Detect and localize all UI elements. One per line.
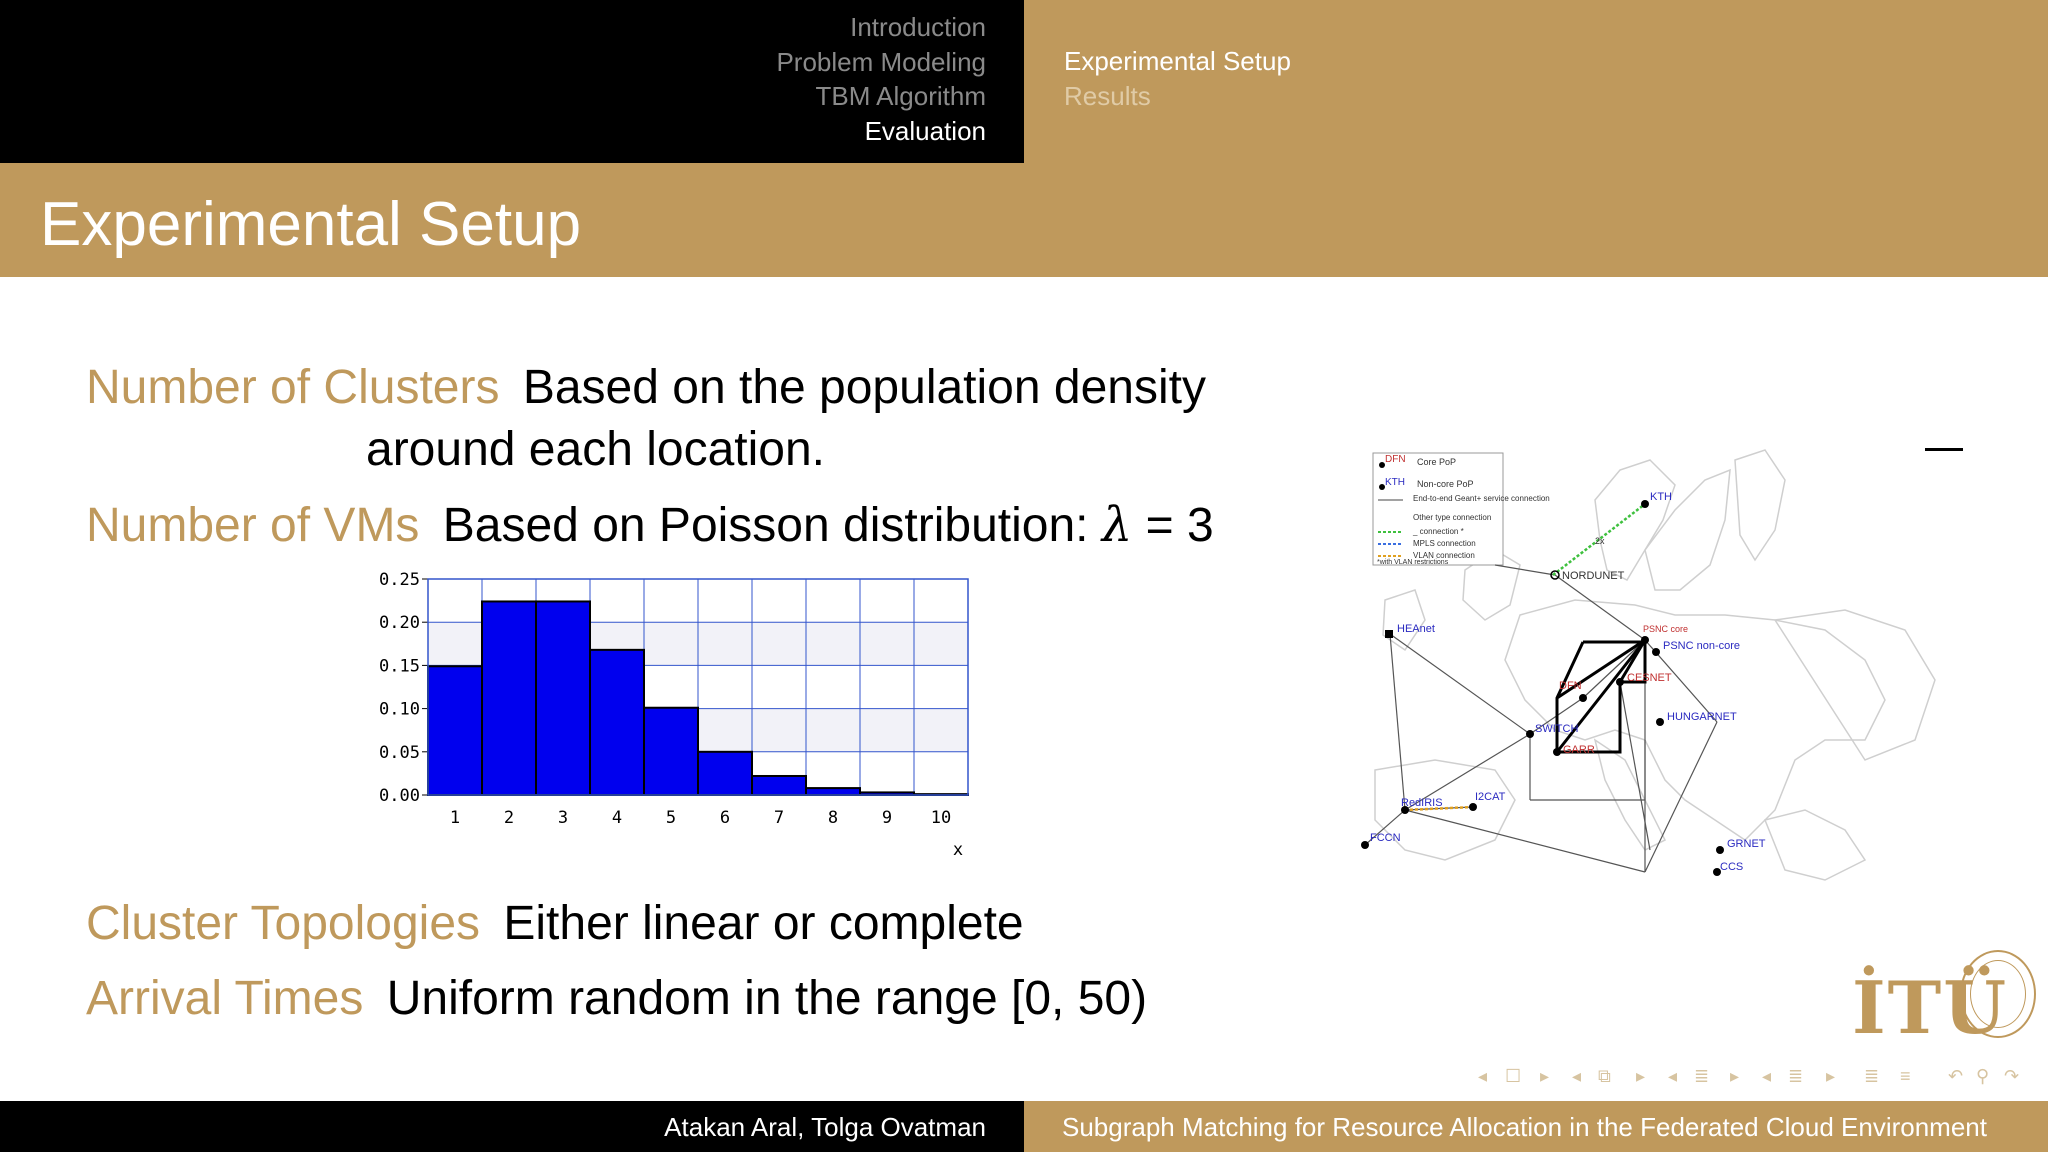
- nav-slide-forward-icon[interactable]: ▸: [1636, 1066, 1646, 1086]
- node-hungarnet: HUNGARNET: [1667, 711, 1737, 723]
- x-tick-label: 5: [665, 808, 677, 828]
- nav-frame-back-icon[interactable]: ◂: [1478, 1066, 1488, 1086]
- item-vms-label: Number of VMs: [86, 499, 420, 552]
- poisson-histogram: [370, 565, 990, 865]
- nav-section-back-icon[interactable]: ◂: [1762, 1066, 1772, 1086]
- node-grnet: GRNET: [1727, 838, 1766, 850]
- item-topologies: [86, 896, 1024, 951]
- y-tick-label: 0.05: [379, 742, 420, 763]
- y-tick-label: 0.25: [379, 570, 420, 590]
- bar: [698, 752, 752, 795]
- item-arrival-text: Uniform random in the range [0, 50): [386, 972, 1148, 1025]
- legend-core-pop: Core PoP: [1417, 457, 1457, 467]
- nav-subsection-results[interactable]: Results: [1064, 80, 1151, 111]
- item-vms: [86, 497, 1214, 553]
- x-axis-label: x: [952, 840, 964, 860]
- y-tick-label: 0.00: [379, 786, 420, 806]
- legend-connection: _ connection *: [1413, 527, 1464, 536]
- legend-vlan: VLAN connection: [1413, 551, 1475, 560]
- x-tick-label: 9: [881, 808, 893, 828]
- footer-talk-title: Subgraph Matching for Resource Allocation in the Federated Cloud Environment: [1062, 1112, 1987, 1142]
- nav-document-icon[interactable]: ≣: [1864, 1066, 1880, 1086]
- node-cesnet: CESNET: [1627, 672, 1672, 684]
- y-tick-label: 0.10: [379, 699, 420, 720]
- nav-slide-back-icon[interactable]: ◂: [1572, 1066, 1582, 1086]
- nav-frame-icon[interactable]: ☐: [1505, 1066, 1522, 1086]
- node-garr: GARR: [1563, 744, 1595, 756]
- nav-section-icon[interactable]: ≣: [1788, 1066, 1804, 1086]
- bar: [644, 708, 698, 795]
- nav-undo-icon[interactable]: ↶: [1948, 1066, 1964, 1086]
- nav-subsection-forward-icon[interactable]: ▸: [1730, 1066, 1740, 1086]
- legend-key-dfn: DFN: [1385, 454, 1406, 465]
- node-kth: KTH: [1650, 491, 1672, 503]
- legend-vlan-note: *with VLAN restrictions: [1377, 559, 1449, 566]
- y-tick-label: 0.20: [379, 613, 420, 634]
- x-tick-label: 2: [503, 808, 515, 828]
- map-links: [1365, 565, 1717, 872]
- nav-frame-forward-icon[interactable]: ▸: [1540, 1066, 1550, 1086]
- geant-network-map: [1345, 440, 1945, 910]
- legend-other: Other type connection: [1413, 513, 1492, 522]
- header-sections: [0, 0, 1024, 163]
- item-vms-text: Based on Poisson distribution:: [442, 499, 1102, 552]
- node-psnc-core: PSNC core: [1643, 624, 1689, 634]
- node-rediris: RedIRIS: [1401, 797, 1443, 809]
- footer-authors-bar: [0, 1101, 1024, 1152]
- nav-subsection-back-icon[interactable]: ◂: [1668, 1066, 1678, 1086]
- node-switch: SWITCH: [1535, 723, 1579, 735]
- nav-subsection-experimental-setup[interactable]: Experimental Setup: [1064, 46, 1291, 76]
- header-subsections: [1024, 0, 2048, 163]
- map-legend: [1373, 453, 1550, 566]
- bar: [806, 788, 860, 795]
- node-i2cat: I2CAT: [1475, 791, 1506, 803]
- x-tick-label: 7: [773, 808, 785, 828]
- nav-section-problem-modeling[interactable]: Problem Modeling: [776, 46, 986, 77]
- nav-redo-icon[interactable]: ↷: [2004, 1066, 2020, 1086]
- itu-logo: İTÜ: [1852, 965, 2009, 1050]
- item-topologies-label: Cluster Topologies: [86, 897, 481, 950]
- item-clusters-label: Number of Clusters: [86, 361, 500, 414]
- slide-title: Experimental Setup: [40, 190, 582, 259]
- node-fccn: FCCN: [1370, 832, 1401, 844]
- nav-subsection-icon[interactable]: ≣: [1694, 1066, 1710, 1086]
- node-ccs: CCS: [1720, 861, 1744, 873]
- footer-authors: Atakan Aral, Tolga Ovatman: [664, 1112, 986, 1142]
- y-tick-label: 0.15: [379, 656, 420, 677]
- x-tick-label: 10: [930, 808, 952, 828]
- node-psnc-noncore: PSNC non-core: [1663, 640, 1741, 652]
- item-arrival: [86, 971, 1147, 1026]
- node-heanet: HEAnet: [1397, 623, 1435, 635]
- nav-section-evaluation[interactable]: Evaluation: [864, 115, 986, 146]
- node-dfn: DFN: [1559, 680, 1582, 692]
- lambda-symbol: λ: [1101, 497, 1133, 553]
- nav-section-introduction[interactable]: Introduction: [850, 12, 986, 42]
- x-tick-label: 4: [611, 808, 623, 828]
- lambda-value: = 3: [1132, 499, 1214, 552]
- x-tick-label: 6: [719, 808, 731, 828]
- legend-noncore-pop: Non-core PoP: [1417, 479, 1474, 489]
- university-seal-icon: [1960, 950, 2036, 1038]
- bar: [536, 601, 590, 795]
- nav-section-forward-icon[interactable]: ▸: [1826, 1066, 1836, 1086]
- title-bar: [0, 163, 2048, 277]
- dash-mark: [1925, 448, 1963, 451]
- nav-section-tbm-algorithm[interactable]: TBM Algorithm: [815, 81, 986, 111]
- item-clusters-cont: around each location.: [366, 423, 825, 476]
- bar: [752, 776, 806, 795]
- item-topologies-text: Either linear or complete: [503, 897, 1024, 950]
- nav-appendix-icon[interactable]: ≡: [1900, 1066, 1911, 1086]
- node-nordunet: NORDUNET: [1562, 570, 1625, 582]
- item-clusters-text: Based on the population density: [522, 361, 1206, 414]
- bar: [482, 601, 536, 795]
- bar: [428, 666, 482, 795]
- legend-mpls: MPLS connection: [1413, 539, 1476, 548]
- link-annotation: 2x: [1595, 536, 1605, 546]
- item-clusters: [86, 360, 1206, 415]
- legend-e2e: End-to-end Geant+ service connection: [1413, 494, 1550, 503]
- x-tick-label: 3: [557, 808, 569, 828]
- nav-slides-icon[interactable]: ⧉: [1598, 1066, 1611, 1086]
- legend-key-kth: KTH: [1385, 477, 1405, 488]
- footer-title-bar: [1024, 1101, 2048, 1152]
- x-tick-label: 1: [449, 808, 461, 828]
- nav-search-icon[interactable]: ⚲: [1976, 1066, 1990, 1086]
- bar: [590, 650, 644, 795]
- item-arrival-label: Arrival Times: [86, 972, 364, 1025]
- x-tick-label: 8: [827, 808, 839, 828]
